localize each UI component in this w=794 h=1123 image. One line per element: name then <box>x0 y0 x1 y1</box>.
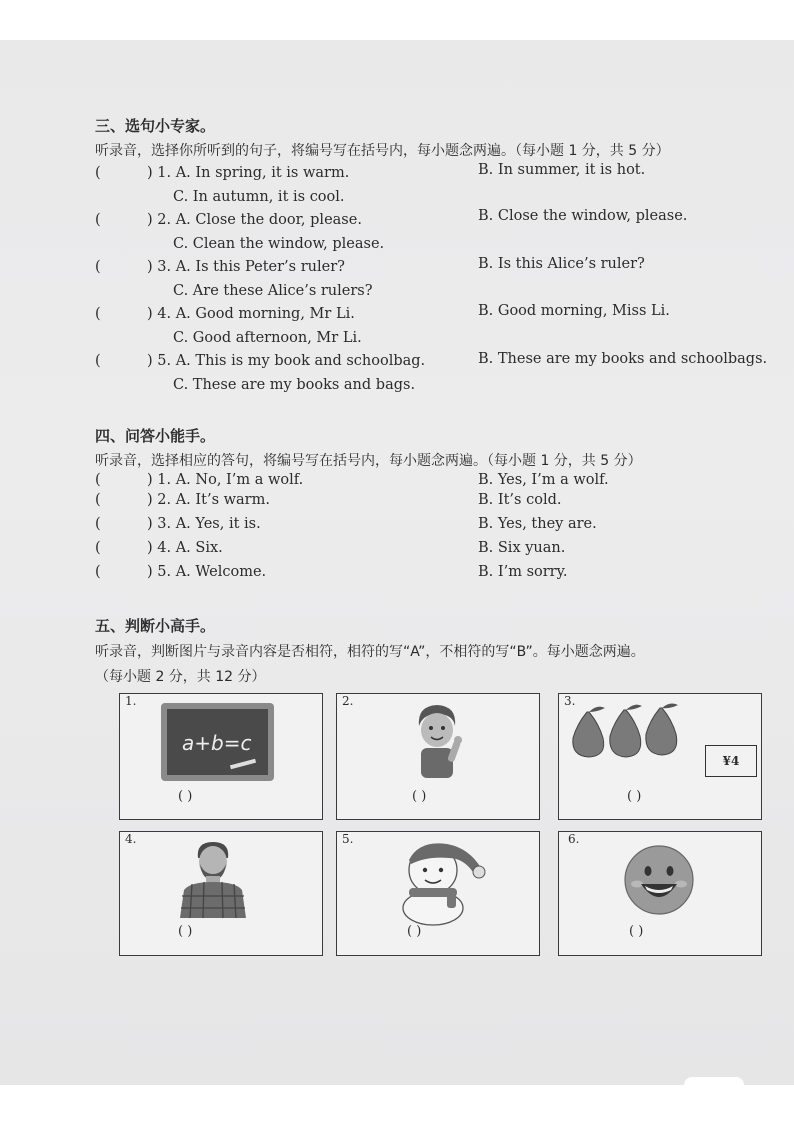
smiley-face-image <box>623 844 695 916</box>
section4-heading: 四、问答小能手。 <box>95 427 216 445</box>
item-number: 4. <box>125 832 137 846</box>
section5-instruction-score: （每小题 2 分，共 12 分） <box>95 669 266 685</box>
option-c: C. Are these Alice’s rulers? <box>173 283 373 299</box>
option-a: ) 2. A. It’s warm. <box>147 492 270 508</box>
option-b: B. I’m sorry. <box>478 564 568 580</box>
answer-paren[interactable]: ( <box>95 472 101 488</box>
item-number: 5. <box>342 832 354 846</box>
option-a: ) 4. A. Good morning, Mr Li. <box>147 306 355 322</box>
section4-instruction: 听录音，选择相应的答句，将编号写在括号内，每小题念两遍。（每小题 1 分，共 5 分） <box>95 453 642 469</box>
page-corner <box>684 1077 744 1091</box>
option-b: B. These are my books and schoolbags. <box>478 351 768 367</box>
answer-paren[interactable]: ( <box>95 492 101 508</box>
option-a: ) 1. A. No, I’m a wolf. <box>147 472 304 488</box>
snowman-image <box>389 838 489 926</box>
option-b: B. Yes, they are. <box>478 516 597 532</box>
answer-paren[interactable]: ( <box>95 540 101 556</box>
picture-box-6 <box>558 831 762 956</box>
item-number: 1. <box>125 694 137 708</box>
answer-blank[interactable]: ( ) <box>178 789 193 804</box>
board-formula: a+b=c <box>182 731 252 755</box>
option-b: B. Six yuan. <box>478 540 566 556</box>
pears-image <box>567 702 687 760</box>
option-a: ) 5. A. Welcome. <box>147 564 267 580</box>
option-b: B. Close the window, please. <box>478 208 688 224</box>
answer-paren[interactable]: ( <box>95 306 101 322</box>
answer-paren[interactable]: ( <box>95 259 101 275</box>
option-a: ) 3. A. Yes, it is. <box>147 516 261 532</box>
option-b: B. Good morning, Miss Li. <box>478 303 670 319</box>
item-number: 3. <box>564 694 576 708</box>
answer-paren[interactable]: ( <box>95 564 101 580</box>
option-c: C. Good afternoon, Mr Li. <box>173 330 362 346</box>
option-a: ) 2. A. Close the door, please. <box>147 212 362 228</box>
answer-blank[interactable]: ( ) <box>629 924 644 939</box>
option-c: C. In autumn, it is cool. <box>173 189 345 205</box>
item-number: 6. <box>568 832 580 846</box>
option-b: B. It’s cold. <box>478 492 562 508</box>
item-number: 2. <box>342 694 354 708</box>
answer-blank[interactable]: ( ) <box>412 789 427 804</box>
section5-heading: 五、判断小高手。 <box>95 617 216 635</box>
picture-box-3 <box>558 693 762 820</box>
answer-paren[interactable]: ( <box>95 516 101 532</box>
option-b: B. In summer, it is hot. <box>478 162 646 178</box>
option-a: ) 3. A. Is this Peter’s ruler? <box>147 259 345 275</box>
option-a: ) 5. A. This is my book and schoolbag. <box>147 353 426 369</box>
picture-box-5 <box>336 831 540 956</box>
answer-blank[interactable]: ( ) <box>178 924 193 939</box>
option-c: C. Clean the window, please. <box>173 236 385 252</box>
answer-blank[interactable]: ( ) <box>627 789 642 804</box>
answer-blank[interactable]: ( ) <box>407 924 422 939</box>
section3-instruction: 听录音，选择你所听到的句子，将编号写在括号内，每小题念两遍。（每小题 1 分，共 5 分） <box>95 143 670 159</box>
blackboard-image <box>160 702 275 782</box>
man-image <box>172 838 254 920</box>
section5-instruction: 听录音，判断图片与录音内容是否相符，相符的写“A”，不相符的写“B”。每小题念两遍。 <box>95 644 645 660</box>
answer-paren[interactable]: ( <box>95 212 101 228</box>
price-tag: ¥4 <box>705 745 757 777</box>
option-b: B. Yes, I’m a wolf. <box>478 472 609 488</box>
picture-box-1 <box>119 693 323 820</box>
answer-paren[interactable]: ( <box>95 165 101 181</box>
option-c: C. These are my books and bags. <box>173 377 416 393</box>
answer-paren[interactable]: ( <box>95 353 101 369</box>
option-a: ) 1. A. In spring, it is warm. <box>147 165 350 181</box>
picture-box-2 <box>336 693 540 820</box>
section3-heading: 三、选句小专家。 <box>95 117 216 135</box>
option-b: B. Is this Alice’s ruler? <box>478 256 645 272</box>
boy-image <box>407 700 469 782</box>
picture-box-4 <box>119 831 323 956</box>
option-a: ) 4. A. Six. <box>147 540 223 556</box>
